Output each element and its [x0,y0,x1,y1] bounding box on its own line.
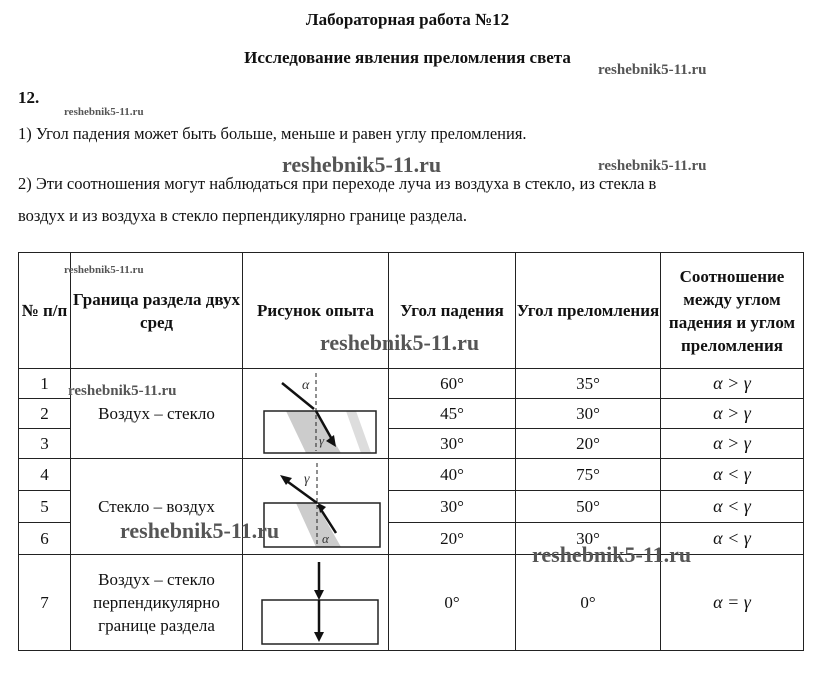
relation: α < γ [661,523,804,555]
incidence-angle: 45° [389,399,516,429]
boundary-cell: Воздух – стекло перпендикулярно границе раздела [71,555,243,651]
watermark: reshebnik5-11.ru [64,106,144,118]
incidence-angle: 40° [389,459,516,491]
task-number: 12. [18,88,40,107]
header-refraction-angle: Угол преломления [516,253,661,369]
table-row [19,555,804,651]
refraction-angle: 30° [516,399,661,429]
header-incidence-angle: Угол падения [389,253,516,369]
incidence-angle: 0° [389,555,516,651]
relation: α > γ [661,429,804,459]
header-relation: Соотношение между углом падения и углом преломления [661,253,804,369]
row-number: 2 [19,399,71,429]
refraction-angle: 0° [516,555,661,651]
header-number: № п/п [19,253,71,369]
header-figure: Рисунок опыта [243,253,389,369]
watermark: reshebnik5-11.ru [64,264,144,276]
alpha-label: α [321,530,329,546]
figure-cell [243,369,389,459]
header-boundary: Граница раздела двух сред [71,253,243,369]
incidence-angle: 60° [389,369,516,399]
watermark: reshebnik5-11.ru [320,330,480,355]
watermark: reshebnik5-11.ru [532,542,692,567]
refraction-air-to-glass-figure [246,371,386,457]
gamma-label: γ [303,471,310,487]
incidence-angle: 20° [389,523,516,555]
incidence-angle: 30° [389,429,516,459]
gamma-label: γ [318,432,324,448]
boundary-cell: Воздух – стекло [71,369,243,459]
watermark: reshebnik5-11.ru [282,152,442,177]
relation: α > γ [661,399,804,429]
refraction-angle: 75° [516,459,661,491]
row-number: 3 [19,429,71,459]
watermark: reshebnik5-11.ru [598,158,707,174]
incidence-angle: 30° [389,491,516,523]
answer-2-line-1: 2) Эти соотношения могут наблюдаться при переходе луча из воздуха в стекло, из стекла в [18,174,657,193]
refraction-angle: 35° [516,369,661,399]
results-table [18,252,804,651]
answer-2-line-2: воздух и из воздуха в стекло перпендикулярно границе раздела. [18,206,467,225]
perpendicular-incidence-figure [246,558,386,648]
alpha-label: α [301,377,309,393]
relation: α < γ [661,491,804,523]
answer-1: 1) Угол падения может быть больше, меньше и равен углу преломления. [18,124,527,143]
relation: α = γ [661,555,804,651]
watermark: reshebnik5-11.ru [120,518,280,543]
row-number: 5 [19,491,71,523]
watermark: reshebnik5-11.ru [68,383,177,399]
row-number: 4 [19,459,71,491]
relation: α > γ [661,369,804,399]
row-number: 7 [19,555,71,651]
table-row [19,459,804,491]
refraction-angle: 50° [516,491,661,523]
figure-cell [243,555,389,651]
row-number: 6 [19,523,71,555]
lab-subtitle: Исследование явления преломления света [244,48,571,67]
lab-title: Лабораторная работа №12 [305,10,510,29]
relation: α < γ [661,459,804,491]
row-number: 1 [19,369,71,399]
refraction-angle: 30° [516,523,661,555]
refraction-angle: 20° [516,429,661,459]
watermark: reshebnik5-11.ru [598,62,707,78]
boundary-cell: Стекло – воздух [71,459,243,555]
